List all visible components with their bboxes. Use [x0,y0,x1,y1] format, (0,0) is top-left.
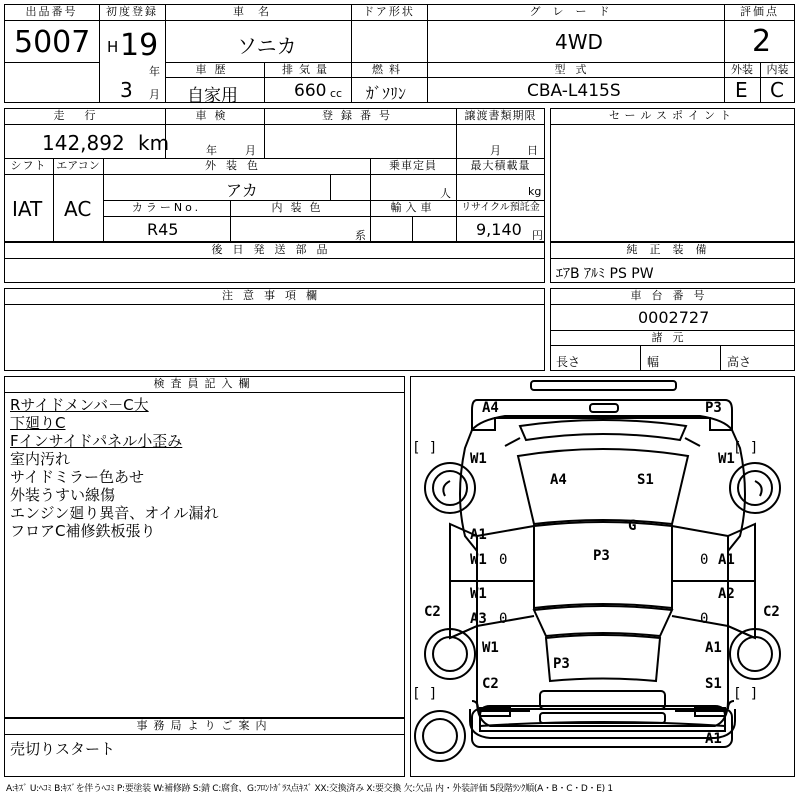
inspection-year-unit: 年 [206,144,217,157]
int-color-unit: 系 [355,229,366,242]
score: 2 [752,24,772,59]
displacement-label: 排気量 [282,63,333,76]
fuel-label: 燃料 [372,63,406,76]
damage-mark: W1 [470,552,487,568]
first-reg-label: 初度登録 [106,5,158,18]
damage-mark: P3 [553,656,570,672]
load-label: 最大積載量 [470,159,531,172]
first-reg-month: 3 [120,78,133,102]
int-color-label: 内装色 [271,201,329,214]
inspector-note: Rサイドメンバ－C大 [10,396,149,414]
equipment: ｴｱB ｱﾙﾐ PS PW [556,266,654,282]
load-unit: kg [528,185,542,198]
ext-color: アカ [226,181,258,200]
damage-mark: A1 [705,731,722,747]
damage-mark: A4 [550,472,567,488]
transfer-label: 譲渡書類期限 [464,109,537,122]
inspector-note: サイドミラー色あせ [10,468,144,486]
later-parts-label: 後日発送部品 [211,243,338,256]
damage-mark: 0 [700,552,709,568]
damage-mark: A1 [470,527,487,543]
damage-mark: [ ] [733,686,759,702]
legend: A:ｷｽﾞ U:ﾍｺﾐ B:ｷｽﾞを伴うﾍｺﾐ P:要塗装 W:補修跡 S:錆 C:腐食、G:ﾌﾛﾝﾄｶﾞﾗｽ点ｷｽﾞ XX:交換済み X:要交換 欠:欠品 内・外装評価 5段階ﾗﾝｸ順(A・B・C・D・E) 1 [6,784,613,794]
damage-mark: A1 [705,640,722,656]
recycle-label: リサイクル預託金 [461,202,540,213]
inspection-label: 車検 [195,109,234,122]
model: CBA-L415S [527,81,621,101]
door-label: ドア形状 [363,5,415,18]
car-diagram [410,376,795,777]
inspector-note: Fインサイドパネル小歪み [10,432,183,450]
mileage-label: 走行 [53,109,116,122]
damage-mark: W1 [470,586,487,602]
damage-mark: W1 [482,640,499,656]
width-label: 幅 [647,355,660,369]
damage-mark: A1 [718,552,735,568]
color-no-label: カラーNo. [131,201,202,214]
length-label: 長さ [556,355,581,369]
car-name-label: 車名 [233,5,283,18]
era: H [107,38,119,56]
history-label: 車歴 [195,63,234,76]
import-label: 輸入車 [390,201,436,214]
interior-grade: C [770,78,784,102]
grade: 4WD [555,30,603,54]
cc-unit: cc [330,87,343,100]
interior-label: 内装 [766,63,789,76]
month-unit: 月 [149,88,160,101]
notes-label: 注意事項欄 [222,289,327,302]
inspector-note: 下廻りC [10,414,66,432]
damage-mark: C2 [482,676,499,692]
fuel: ｶﾞｿﾘﾝ [366,84,407,103]
spec-label: 諸元 [651,331,694,344]
damage-mark: C2 [763,604,780,620]
lot-no-label: 出品番号 [25,5,78,18]
chassis-label: 車台番号 [630,289,715,302]
capacity-label: 乗車定員 [389,159,437,172]
ext-color-label: 外装色 [205,159,268,172]
damage-mark: 0 [700,611,709,627]
height-label: 高さ [727,355,752,369]
mileage: 142,892 [42,131,125,155]
inspection-month-unit: 月 [245,144,256,157]
damage-mark: P3 [593,548,610,564]
inspector-note: 室内汚れ [10,450,71,468]
inspector-note: フロアC補修鉄板張り [10,522,156,540]
reg-no-label: 登録番号 [322,109,398,122]
history: 自家用 [187,86,238,106]
grade-label: グレード [529,5,622,18]
damage-mark: P3 [705,400,722,416]
sales-point-box [550,108,795,242]
score-label: 評価点 [740,5,779,18]
exterior-label: 外装 [731,63,753,76]
recycle: 9,140 [476,220,522,239]
ac: AC [64,197,92,221]
spec-block [4,108,545,242]
office-label: 事務局よりご案内 [136,719,273,732]
damage-mark: 0 [499,552,508,568]
chassis-number: 0002727 [638,308,710,327]
transfer-month-unit: 月 [490,144,501,157]
sales-point-label: セールスポイント [608,109,736,122]
inspector-note: エンジン廻り異音、オイル漏れ [10,504,219,522]
inspector-label: 検査員記入欄 [153,377,256,390]
car-name: ソニカ [237,34,297,58]
damage-mark: C2 [424,604,441,620]
inspector-notes [10,396,219,540]
color-no: R45 [147,220,179,239]
damage-mark: G [628,518,637,534]
exterior-grade: E [735,78,748,102]
office-note: 売切りスタート [10,740,116,758]
lot-no: 5007 [14,25,91,60]
capacity-unit: 人 [440,187,451,200]
mileage-unit: km [138,131,170,155]
damage-mark: W1 [470,451,487,467]
model-label: 型式 [554,63,597,76]
displacement: 660 [294,81,327,101]
inspector-note: 外装うすい線傷 [10,486,116,504]
damage-mark: A4 [482,400,499,416]
shift-label: シフト [10,159,47,172]
year-unit: 年 [149,65,160,78]
recycle-unit: 円 [532,229,543,242]
damage-mark: W1 [718,451,735,467]
shift: IAT [12,197,43,221]
damage-mark: 0 [499,611,508,627]
damage-mark: [ ] [412,440,438,456]
first-reg-year: 19 [120,28,159,63]
damage-mark: [ ] [733,440,759,456]
damage-mark: A3 [470,611,487,627]
damage-mark: S1 [705,676,722,692]
damage-mark: S1 [637,472,654,488]
damage-mark: [ ] [412,686,438,702]
equipment-label: 純正装備 [626,243,719,256]
transfer-day-unit: 日 [527,144,538,157]
ac-label: エアコン [56,159,100,172]
damage-mark: A2 [718,586,735,602]
